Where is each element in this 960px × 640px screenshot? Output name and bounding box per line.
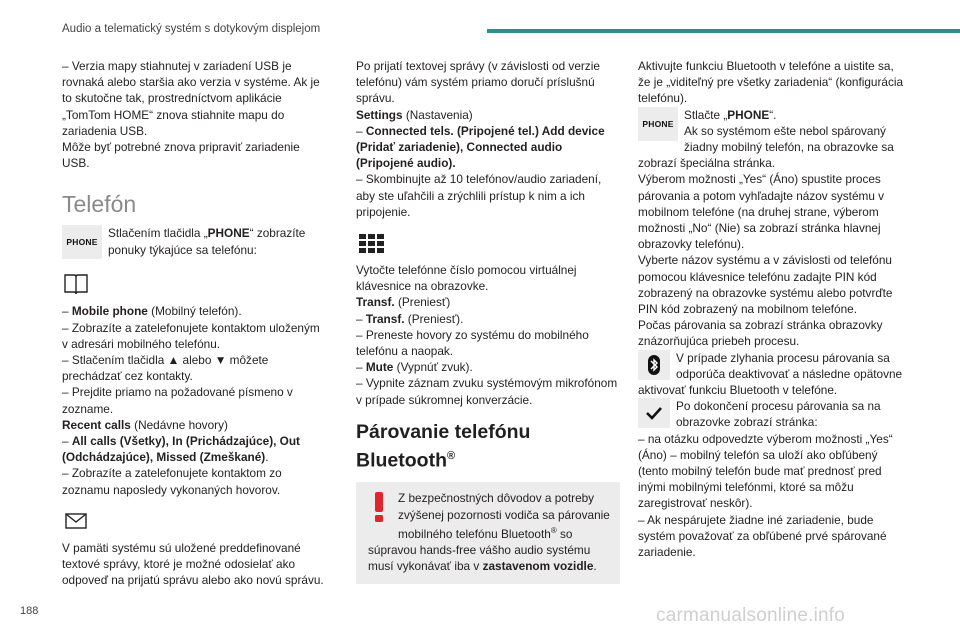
- list-item: – Prejdite priamo na požadované písmeno v zozname.: [62, 385, 293, 416]
- envelope-icon: [62, 508, 90, 534]
- paragraph: Aktivujte funkciu Bluetooth v telefóne a uistite sa, že je „viditeľný pre všetky zariadenia“ (konfigurácia telefónu).: [638, 59, 904, 106]
- paragraph: Recent calls (Nedávne hovory): [62, 417, 228, 432]
- paragraph: Vyberte názov systému a v závislosti od telefónu pomocou klávesnice telefónu zadajte PIN kód zobrazený na obrazovke systému alebo potvrďte PIN kód zobrazený na mobilnom telefóne.: [638, 253, 893, 317]
- section-heading: Párovanie telefónu Bluetooth®: [356, 420, 531, 472]
- paragraph: Po prijatí textovej správy (v závislosti od verzie telefónu) vám systém priamo doručí príslušnú správu.: [356, 59, 600, 106]
- paragraph: Môže byť potrebné znova pripraviť zariadenie USB.: [62, 140, 300, 171]
- list-item: – Zobrazíte a zatelefonujete kontaktom uloženým v adresári mobilného telefónu.: [62, 320, 320, 351]
- list-item: – Ak nespárujete žiadne iné zariadenie, bude systém považovať za obľúbené prvé spárované zariadenie.: [638, 512, 887, 560]
- section-title: Telefón: [62, 191, 137, 218]
- paragraph: Transf. (Preniesť): [356, 295, 451, 310]
- bluetooth-icon: [638, 350, 670, 380]
- paragraph: Stlačte „PHONE“.: [684, 107, 777, 122]
- list-item: – Preneste hovory zo systému do mobilného telefónu a naopak.: [356, 327, 589, 359]
- list-item: – Vypnite záznam zvuku systémovým mikrofónom v prípade súkromnej konverzácie.: [356, 376, 618, 407]
- paragraph: Settings (Nastavenia): [356, 107, 473, 122]
- column-2: [356, 58, 620, 584]
- paragraph: – Verzia mapy stiahnutej v zariadení USB je rovnaká alebo staršia ako verzia v systéme. Ak je to skutočne tak, prostredníctvom aplikácie „TomTom HOME“ znova stiahnite mapu do zariadenia USB.: [62, 59, 320, 138]
- checkmark-icon: [638, 398, 670, 428]
- running-header: Audio a telematický systém s dotykovým displejom: [62, 23, 321, 35]
- page-number: 188: [20, 605, 39, 617]
- paragraph: Stlačením tlačidla „PHONE“ zobrazíte ponuky týkajúce sa telefónu:: [108, 226, 306, 257]
- phone-button-icon: PHONE: [62, 225, 102, 259]
- list-item: – Mute (Vypnúť zvuk).: [356, 360, 473, 375]
- paragraph: Vytočte telefónne číslo pomocou virtuálnej klávesnice na obrazovke.: [356, 263, 577, 294]
- keypad-icon: [356, 230, 386, 256]
- paragraph: Výberom možnosti „Yes“ (Áno) spustite proces párovania a potom vyhľadajte názov systému v mobilnom telefóne (na druhej strane, výberom možnosti „No“ (Nie) sa zobrazí stránka hlavnej obrazovky telefónu).: [638, 172, 885, 252]
- warning-box: [356, 482, 620, 584]
- warning-text: Z bezpečnostných dôvodov a potreby zvýšenej pozornosti vodiča sa párovanie mobilného telefónu Bluetooth® so súpravou hands-free vášho audio systému musí vykonávať iba v zastavenom vozidle.: [368, 491, 610, 574]
- paragraph: Po dokončení procesu párovania sa na obrazovke zobrazí stránka:: [676, 399, 881, 430]
- list-item: – Connected tels. (Pripojené tel.) Add device (Pridať zariadenie), Connected audio (Pripojené audio).: [356, 123, 605, 171]
- paragraph: V prípade zlyhania procesu párovania sa odporúča deaktivovať a následne opätovne aktivovať funkciu Bluetooth v telefóne.: [638, 350, 903, 398]
- list-item: – Stlačením tlačidla ▲ alebo ▼ môžete prechádzať cez kontakty.: [62, 353, 269, 384]
- list-item: – Skombinujte až 10 telefónov/audio zariadení, aby ste uľahčili a zrýchlili prístup k nim a ich pripojenie.: [356, 172, 602, 219]
- watermark: carmanualsonline.info: [656, 605, 846, 626]
- list-item: – Mobile phone (Mobilný telefón).: [62, 304, 242, 319]
- column-3: [638, 58, 908, 560]
- exclamation-icon: [368, 490, 390, 524]
- header-accent-bar: [487, 29, 960, 33]
- paragraph: Počas párovania sa zobrazí stránka obrazovky znázorňujúca priebeh procesu.: [638, 318, 883, 349]
- paragraph: Ak so systémom ešte nebol spárovaný žiadny mobilný telefón, na obrazovke sa zobrazí špeciálna stránka.: [638, 123, 894, 171]
- column-1: [62, 58, 324, 588]
- phone-button-icon: PHONE: [638, 107, 678, 141]
- triangle-up-icon: ▲: [167, 353, 180, 368]
- paragraph: V pamäti systému sú uložené preddefinované textové správy, ktoré je možné odosielať ako odpoveď na prijatú správu alebo ako novú správu.: [62, 540, 324, 588]
- list-item: – Transf. (Preniesť).: [356, 311, 464, 326]
- list-item: – All calls (Všetky), In (Prichádzajúce), Out (Odchádzajúce), Missed (Zmeškané).: [62, 434, 300, 465]
- list-item: – na otázku odpovedzte výberom možnosti „Yes“ (Áno) – mobilný telefón sa uloží ako obľúbený (tento mobilný telefón bude mať prednosť pred inými mobilnými telefónmi, ktoré sa môžu zaregistrovať neskôr).: [638, 431, 893, 511]
- address-book-icon: [62, 271, 90, 297]
- list-item: – Zobrazíte a zatelefonujete kontaktom zo zoznamu naposledy vykonaných hovorov.: [62, 466, 282, 497]
- triangle-down-icon: ▼: [214, 353, 227, 368]
